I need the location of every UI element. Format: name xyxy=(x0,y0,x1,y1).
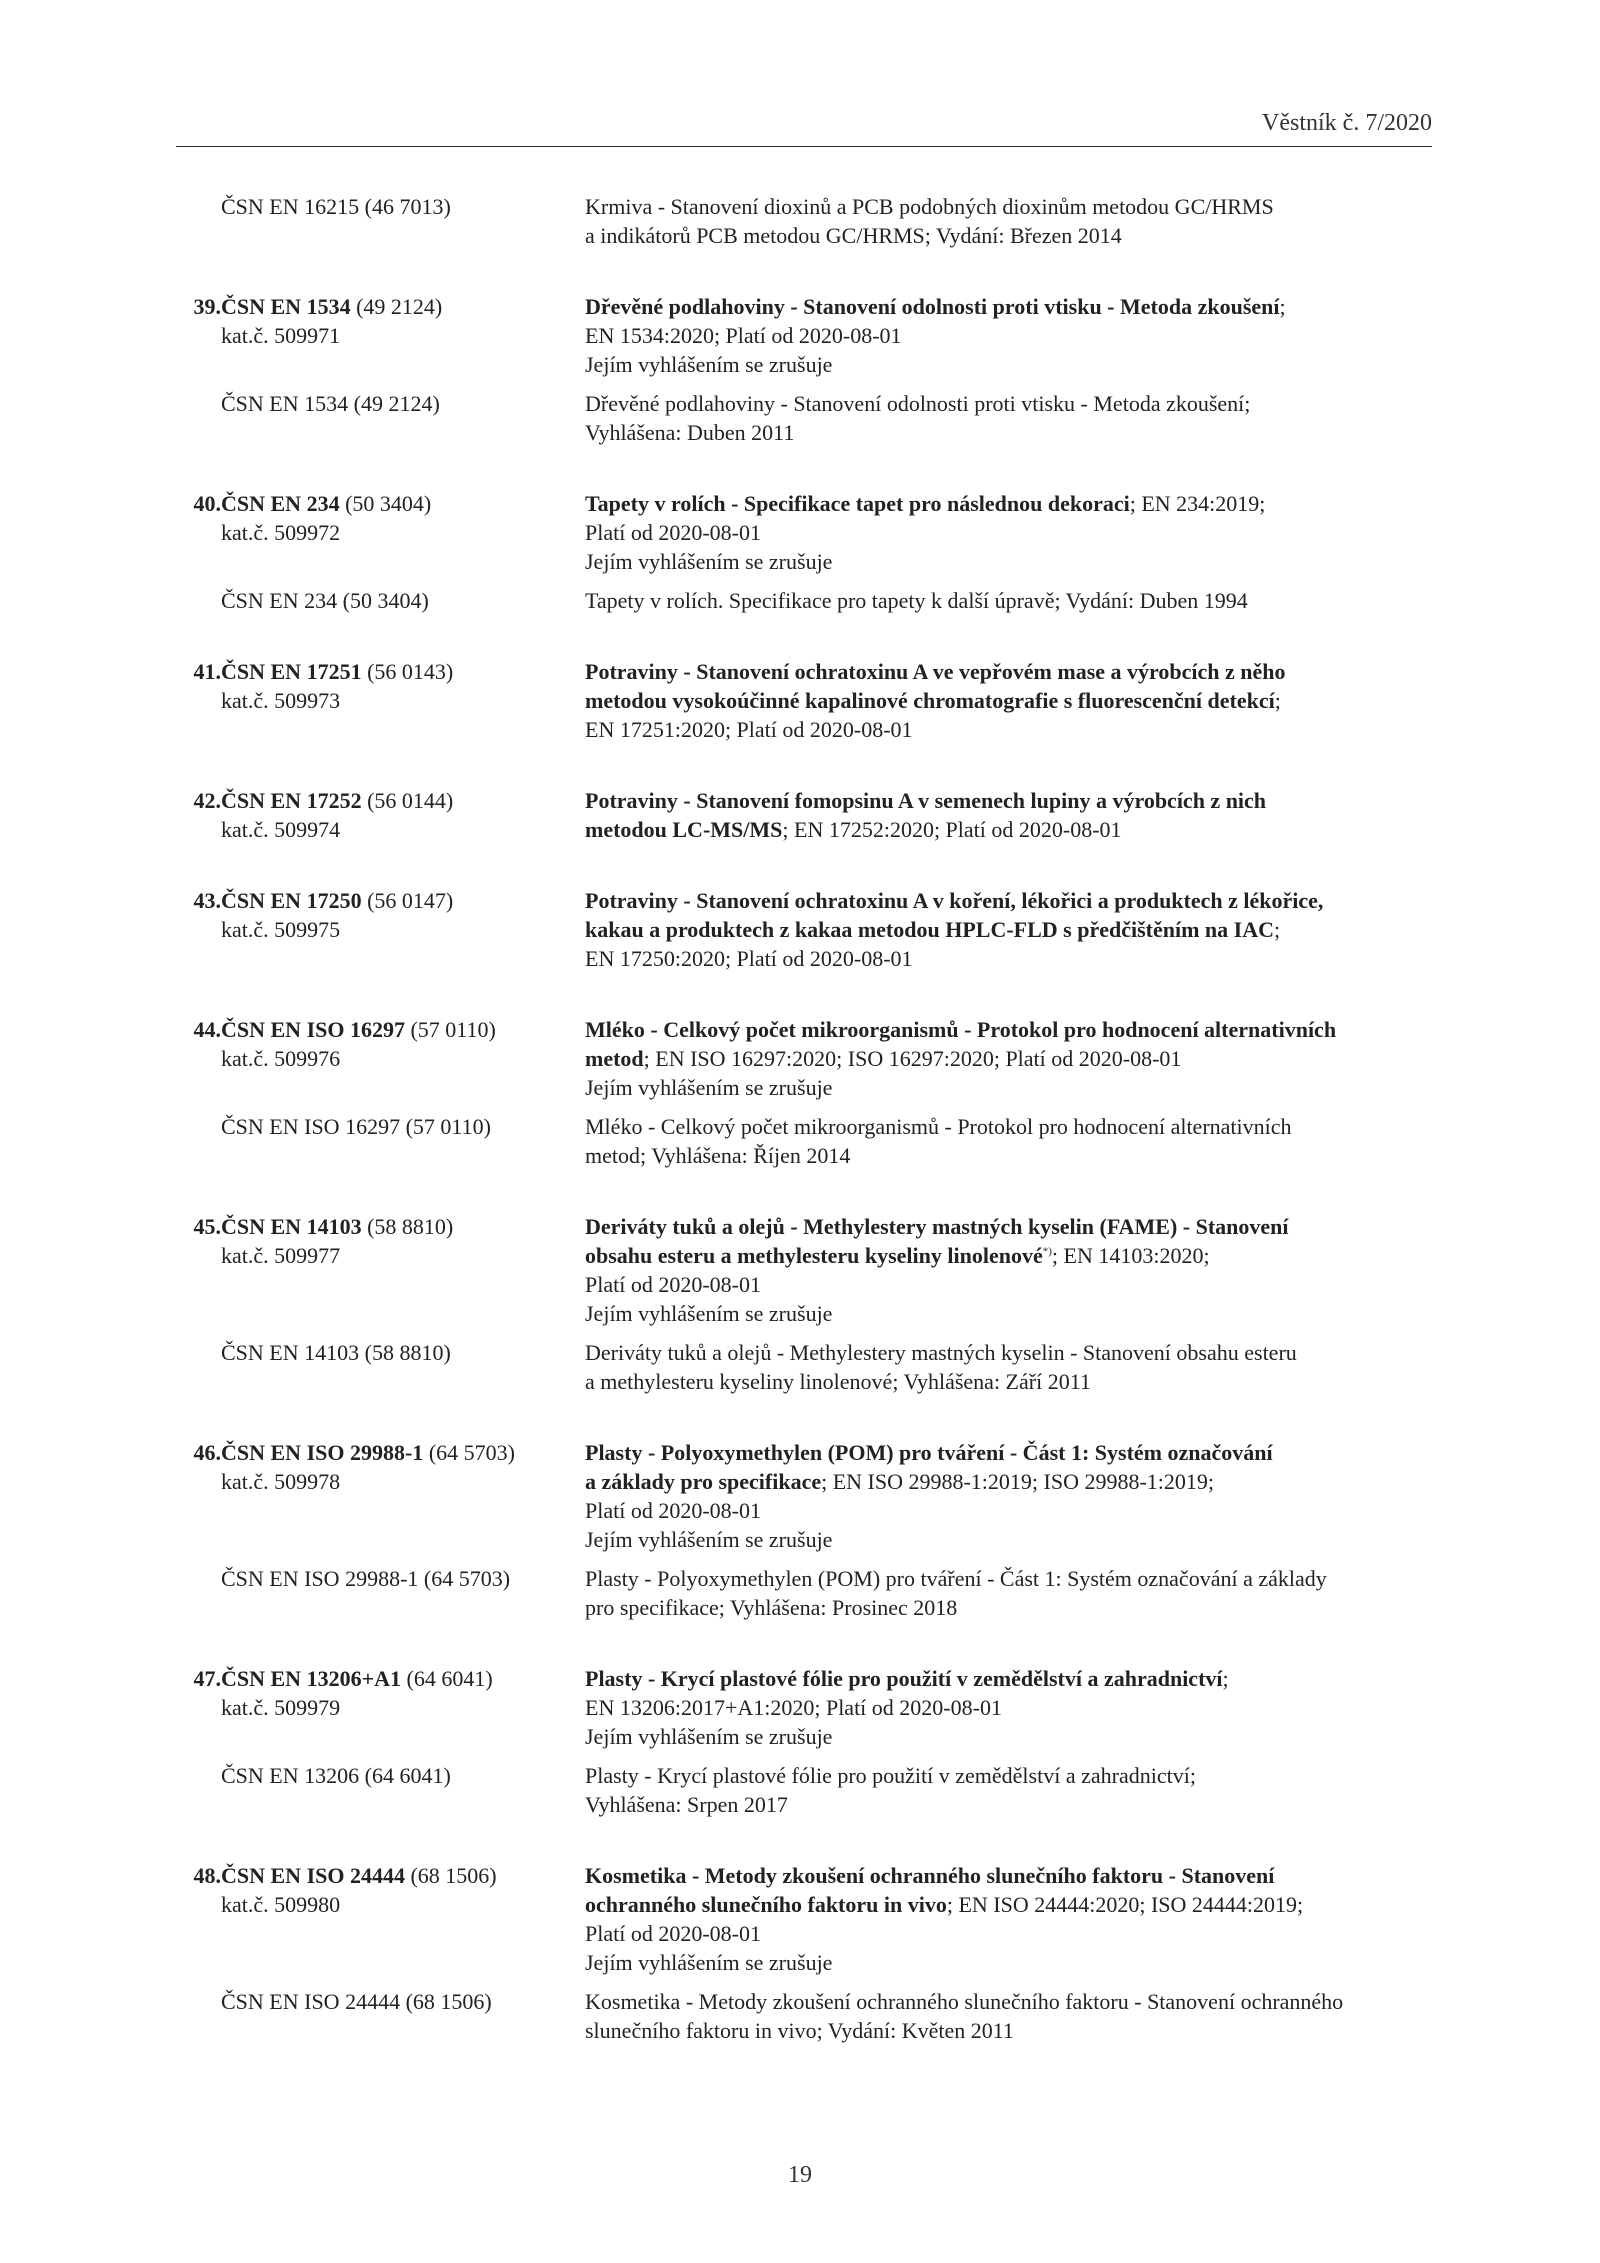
standard-details: Jejím vyhlášením se zrušuje xyxy=(585,1724,833,1749)
standard-item xyxy=(0,1438,1600,1622)
standard-details: ; EN 14103:2020; xyxy=(1051,1243,1210,1268)
description-line xyxy=(585,1015,1425,1044)
catalog-number: kat.č. 509979 xyxy=(221,1695,341,1720)
description-line xyxy=(585,1496,1425,1525)
description-line: metod; Vyhlášena: Říjen 2014 xyxy=(585,1143,851,1168)
standard-designation xyxy=(0,292,585,379)
standard-designation xyxy=(0,786,585,844)
catalog-number: kat.č. 509975 xyxy=(221,917,341,942)
standard-details: Jejím vyhlášením se zrušuje xyxy=(585,1075,833,1100)
standard-code-bold: ČSN EN ISO 29988-1 xyxy=(221,1440,424,1465)
item-number: 39. xyxy=(193,294,221,319)
catalog-number: kat.č. 509980 xyxy=(221,1892,341,1917)
standard-item xyxy=(0,657,1600,744)
standard-details: ; EN ISO 29988-1:2019; ISO 29988-1:2019; xyxy=(821,1469,1215,1494)
standard-details: ; xyxy=(1222,1666,1229,1691)
standard-class-number: (64 6041) xyxy=(401,1666,493,1691)
standard-code xyxy=(221,886,585,915)
standard-details: ; xyxy=(1279,294,1286,319)
standard-details: Platí od 2020-08-01 xyxy=(585,1272,761,1297)
replaced-standard-description xyxy=(585,389,1425,447)
item-number: 41. xyxy=(193,659,221,684)
description-line xyxy=(585,1693,1425,1722)
standard-class-number: (49 2124) xyxy=(350,294,443,319)
description-line xyxy=(585,321,1425,350)
standard-description xyxy=(585,1212,1425,1328)
standard-title: Potraviny - Stanovení ochratoxinu A ve vepřovém mase a výrobcích z něho xyxy=(585,659,1286,684)
standard-code-bold: ČSN EN ISO 24444 xyxy=(221,1863,405,1888)
replaced-standard-description xyxy=(585,586,1425,615)
standard-item xyxy=(0,1664,1600,1819)
description-line: Vyhlášena: Duben 2011 xyxy=(585,420,795,445)
description-line xyxy=(585,1919,1425,1948)
description-line: Deriváty tuků a olejů - Methylestery mastných kyselin - Stanovení obsahu esteru xyxy=(585,1340,1297,1365)
standard-designation xyxy=(0,1664,585,1751)
standard-code xyxy=(221,1664,585,1693)
standard-code xyxy=(221,1438,585,1467)
standard-item xyxy=(0,1861,1600,2045)
standard-class-number: (56 0144) xyxy=(361,788,454,813)
standard-class-number: (64 5703) xyxy=(423,1440,515,1465)
replaced-standard-code: ČSN EN 234 (50 3404) xyxy=(221,588,429,613)
description-line: Vyhlášena: Srpen 2017 xyxy=(585,1792,788,1817)
standard-designation xyxy=(0,1438,585,1554)
standard-description xyxy=(585,786,1425,844)
journal-title: Věstník č. 7/2020 xyxy=(1262,110,1432,136)
replaced-standard-code: ČSN EN 1534 (49 2124) xyxy=(221,391,440,416)
description-line: Plasty - Polyoxymethylen (POM) pro tváření - Část 1: Systém označování a základy xyxy=(585,1566,1327,1591)
page-number: 19 xyxy=(788,2162,812,2188)
standard-class-number: (68 1506) xyxy=(404,1863,497,1888)
description-line xyxy=(585,518,1425,547)
description-line: Dřevěné podlahoviny - Stanovení odolnosti proti vtisku - Metoda zkoušení; xyxy=(585,391,1251,416)
standard-title: Potraviny - Stanovení fomopsinu A v semenech lupiny a výrobcích z nich xyxy=(585,788,1267,813)
description-line: Kosmetika - Metody zkoušení ochranného slunečního faktoru - Stanovení ochranného xyxy=(585,1989,1344,2014)
description-line xyxy=(585,1948,1425,1977)
description-line: a methylesteru kyseliny linolenové; Vyhlášena: Září 2011 xyxy=(585,1369,1091,1394)
standard-code xyxy=(221,292,585,321)
standard-code xyxy=(221,786,585,815)
standard-description xyxy=(585,657,1425,744)
standard-title: Potraviny - Stanovení ochratoxinu A v koření, lékořici a produktech z lékořice, xyxy=(585,888,1324,913)
standard-title: metodou vysokoúčinné kapalinové chromatografie s fluorescenční detekcí xyxy=(585,688,1275,713)
replaced-standard-description xyxy=(585,1564,1425,1622)
standard-title: metod xyxy=(585,1046,644,1071)
standard-details: EN 17250:2020; Platí od 2020-08-01 xyxy=(585,946,913,971)
standard-description xyxy=(585,886,1425,973)
standard-description xyxy=(585,1861,1425,1977)
header-rule xyxy=(176,146,1432,147)
standard-details: ; EN 17252:2020; Platí od 2020-08-01 xyxy=(782,817,1122,842)
standard-designation xyxy=(0,1212,585,1328)
description-line: Plasty - Krycí plastové fólie pro použití v zemědělství a zahradnictví; xyxy=(585,1763,1196,1788)
standard-item xyxy=(0,1212,1600,1396)
description-line: slunečního faktoru in vivo; Vydání: Květen 2011 xyxy=(585,2018,1014,2043)
standard-class-number: (50 3404) xyxy=(339,491,432,516)
previous-entry-code: ČSN EN 16215 (46 7013) xyxy=(221,194,451,219)
standard-details: ; xyxy=(1274,917,1281,942)
replaced-standard-code: ČSN EN ISO 29988-1 (64 5703) xyxy=(221,1566,511,1591)
standard-designation xyxy=(0,489,585,576)
standard-details: ; xyxy=(1274,688,1281,713)
standard-details: EN 1534:2020; Platí od 2020-08-01 xyxy=(585,323,902,348)
replaced-standard-code: ČSN EN ISO 24444 (68 1506) xyxy=(221,1989,492,2014)
standard-description xyxy=(585,1438,1425,1554)
standard-code-bold: ČSN EN 17250 xyxy=(221,888,362,913)
standard-code-bold: ČSN EN 17251 xyxy=(221,659,362,684)
standard-title: ochranného slunečního faktoru in vivo xyxy=(585,1892,947,1917)
standard-code xyxy=(221,1015,585,1044)
standard-title: a základy pro specifikace xyxy=(585,1469,822,1494)
previous-entry xyxy=(0,192,1600,250)
description-line xyxy=(585,815,1425,844)
standard-designation xyxy=(0,1861,585,1977)
description-line: Tapety v rolích. Specifikace pro tapety k další úpravě; Vydání: Duben 1994 xyxy=(585,588,1248,613)
description-line xyxy=(585,1525,1425,1554)
standard-title: obsahu esteru a methylesteru kyseliny linolenové xyxy=(585,1243,1043,1268)
description-line xyxy=(585,292,1425,321)
standards-list xyxy=(0,192,1600,2087)
description-line xyxy=(585,686,1425,715)
standard-title: Plasty - Krycí plastové fólie pro použití v zemědělství a zahradnictví xyxy=(585,1666,1223,1691)
catalog-number: kat.č. 509974 xyxy=(221,817,341,842)
standard-details: Platí od 2020-08-01 xyxy=(585,1498,761,1523)
description-line xyxy=(585,1890,1425,1919)
item-number: 46. xyxy=(193,1440,221,1465)
description-line xyxy=(585,715,1425,744)
standard-code xyxy=(221,657,585,686)
standard-class-number: (57 0110) xyxy=(404,1017,496,1042)
standard-title: Mléko - Celkový počet mikroorganismů - Protokol pro hodnocení alternativních xyxy=(585,1017,1337,1042)
item-number: 43. xyxy=(193,888,221,913)
description-line xyxy=(585,1270,1425,1299)
standard-description xyxy=(585,1664,1425,1751)
item-number: 45. xyxy=(193,1214,221,1239)
standard-details: Jejím vyhlášením se zrušuje xyxy=(585,1301,833,1326)
standard-class-number: (58 8810) xyxy=(361,1214,454,1239)
standard-code xyxy=(221,489,585,518)
standard-code-bold: ČSN EN ISO 16297 xyxy=(221,1017,405,1042)
standard-code-bold: ČSN EN 13206+A1 xyxy=(221,1666,401,1691)
catalog-number: kat.č. 509976 xyxy=(221,1046,341,1071)
replaced-standard-code: ČSN EN 13206 (64 6041) xyxy=(221,1763,451,1788)
standard-code xyxy=(221,1212,585,1241)
standard-item xyxy=(0,886,1600,973)
standard-title: Dřevěné podlahoviny - Stanovení odolnosti proti vtisku - Metoda zkoušení xyxy=(585,294,1280,319)
footnote-mark: *) xyxy=(1042,1245,1052,1258)
standard-item xyxy=(0,292,1600,447)
standard-item xyxy=(0,1015,1600,1170)
standard-description xyxy=(585,489,1425,576)
item-number: 44. xyxy=(193,1017,221,1042)
description-line xyxy=(585,786,1425,815)
description-line xyxy=(585,350,1425,379)
standard-title: metodou LC-MS/MS xyxy=(585,817,783,842)
standard-description xyxy=(585,1015,1425,1102)
description-line xyxy=(585,1044,1425,1073)
standard-details: ; EN ISO 16297:2020; ISO 16297:2020; Platí od 2020-08-01 xyxy=(643,1046,1182,1071)
description-line: Krmiva - Stanovení dioxinů a PCB podobných dioxinům metodou GC/HRMS xyxy=(585,194,1274,219)
catalog-number: kat.č. 509971 xyxy=(221,323,341,348)
description-line: a indikátorů PCB metodou GC/HRMS; Vydání: Březen 2014 xyxy=(585,223,1122,248)
standard-details: ; EN 234:2019; xyxy=(1129,491,1266,516)
standard-item xyxy=(0,786,1600,844)
standard-details: ; EN ISO 24444:2020; ISO 24444:2019; xyxy=(946,1892,1304,1917)
catalog-number: kat.č. 509972 xyxy=(221,520,341,545)
standard-item xyxy=(0,489,1600,615)
standard-details: Jejím vyhlášením se zrušuje xyxy=(585,1950,833,1975)
standard-designation xyxy=(0,1015,585,1102)
standard-details: Platí od 2020-08-01 xyxy=(585,1921,761,1946)
standard-details: Platí od 2020-08-01 xyxy=(585,520,761,545)
standard-code-bold: ČSN EN 17252 xyxy=(221,788,362,813)
replaced-standard-description xyxy=(585,1112,1425,1170)
description-line xyxy=(585,1241,1425,1270)
item-number: 40. xyxy=(193,491,221,516)
standard-title: kakau a produktech z kakaa metodou HPLC-FLD s předčištěním na IAC xyxy=(585,917,1275,942)
standard-title: Kosmetika - Metody zkoušení ochranného slunečního faktoru - Stanovení xyxy=(585,1863,1275,1888)
description-line xyxy=(585,547,1425,576)
catalog-number: kat.č. 509978 xyxy=(221,1469,341,1494)
standard-code-bold: ČSN EN 1534 xyxy=(221,294,351,319)
standard-description xyxy=(585,292,1425,379)
standard-code-bold: ČSN EN 234 xyxy=(221,491,340,516)
item-number: 48. xyxy=(193,1863,221,1888)
item-number: 42. xyxy=(193,788,221,813)
replaced-standard-description xyxy=(585,1761,1425,1819)
catalog-number: kat.č. 509973 xyxy=(221,688,341,713)
standard-details: Jejím vyhlášením se zrušuje xyxy=(585,549,833,574)
description-line: Mléko - Celkový počet mikroorganismů - Protokol pro hodnocení alternativních xyxy=(585,1114,1292,1139)
standard-title: Deriváty tuků a olejů - Methylestery mastných kyselin (FAME) - Stanovení xyxy=(585,1214,1289,1239)
description-line: pro specifikace; Vyhlášena: Prosinec 2018 xyxy=(585,1595,958,1620)
item-number: 47. xyxy=(193,1666,221,1691)
description-line xyxy=(585,886,1425,915)
standard-title: Plasty - Polyoxymethylen (POM) pro tváření - Část 1: Systém označování xyxy=(585,1440,1273,1465)
replaced-standard-code: ČSN EN 14103 (58 8810) xyxy=(221,1340,451,1365)
replaced-standard-code: ČSN EN ISO 16297 (57 0110) xyxy=(221,1114,491,1139)
standard-code xyxy=(221,1861,585,1890)
description-line xyxy=(585,1722,1425,1751)
standard-details: Jejím vyhlášením se zrušuje xyxy=(585,352,833,377)
description-line xyxy=(585,1299,1425,1328)
description-line xyxy=(585,915,1425,944)
standard-designation xyxy=(0,657,585,744)
description-line xyxy=(585,1861,1425,1890)
standard-class-number: (56 0143) xyxy=(361,659,454,684)
description-line xyxy=(585,1664,1425,1693)
description-line xyxy=(585,1438,1425,1467)
replaced-standard-description xyxy=(585,1338,1425,1396)
standard-class-number: (56 0147) xyxy=(361,888,454,913)
description-line xyxy=(585,1212,1425,1241)
standard-code-bold: ČSN EN 14103 xyxy=(221,1214,362,1239)
previous-entry-description xyxy=(585,192,1425,250)
description-line xyxy=(585,1073,1425,1102)
replaced-standard-description xyxy=(585,1987,1425,2045)
standard-title: Tapety v rolích - Specifikace tapet pro následnou dekoraci xyxy=(585,491,1130,516)
description-line xyxy=(585,944,1425,973)
standard-designation xyxy=(0,886,585,973)
description-line xyxy=(585,1467,1425,1496)
standard-details: Jejím vyhlášením se zrušuje xyxy=(585,1527,833,1552)
standard-details: EN 17251:2020; Platí od 2020-08-01 xyxy=(585,717,913,742)
description-line xyxy=(585,657,1425,686)
standard-details: EN 13206:2017+A1:2020; Platí od 2020-08-01 xyxy=(585,1695,1002,1720)
description-line xyxy=(585,489,1425,518)
catalog-number: kat.č. 509977 xyxy=(221,1243,341,1268)
